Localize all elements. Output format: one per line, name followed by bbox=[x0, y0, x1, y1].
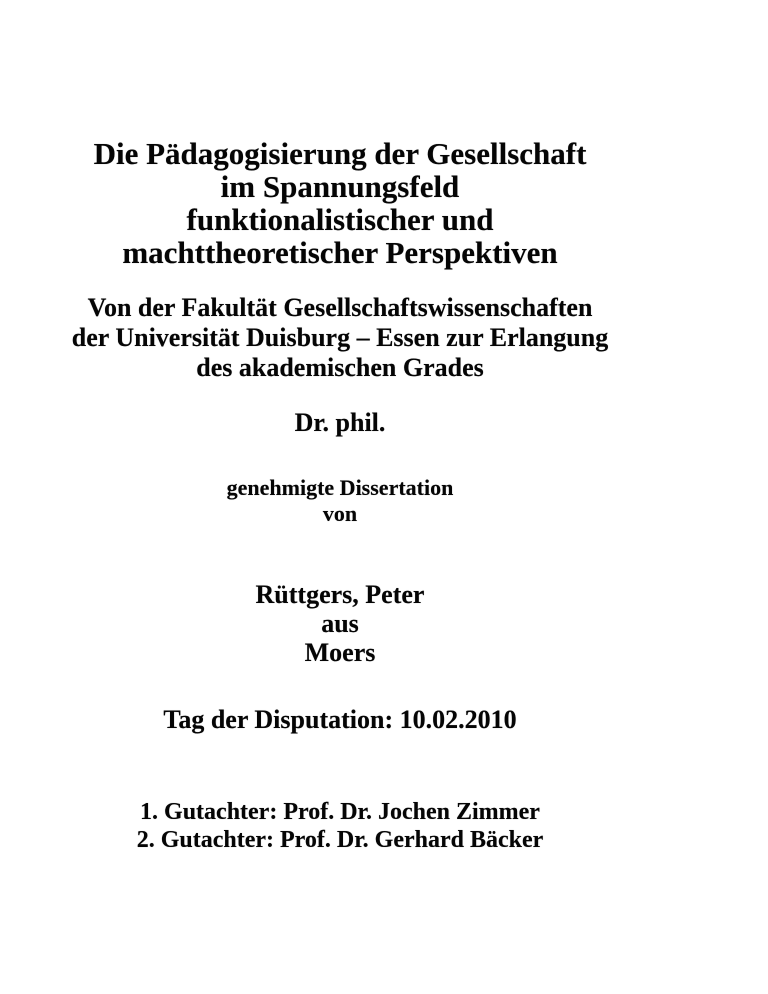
disputation-date bbox=[0, 705, 680, 735]
disputation-line: Tag der Disputation: 10.02.2010 bbox=[163, 705, 517, 734]
faculty-line: Von der Fakultät Gesellschaftswissenschaften bbox=[87, 293, 593, 322]
degree-name bbox=[0, 408, 680, 438]
title-line: machttheoretischer Perspektiven bbox=[122, 235, 558, 270]
author-origin-word: aus bbox=[321, 609, 359, 638]
title-line: Die Pädagogisierung der Gesellschaft bbox=[93, 136, 587, 171]
author-origin-city: Moers bbox=[304, 638, 376, 667]
faculty-line: des akademischen Grades bbox=[196, 353, 484, 382]
dissertation-line: von bbox=[322, 501, 358, 526]
title-line: im Spannungsfeld bbox=[220, 169, 460, 204]
faculty-line: der Universität Duisburg – Essen zur Erlangung bbox=[71, 323, 609, 352]
degree-line: Dr. phil. bbox=[294, 408, 386, 437]
document-title bbox=[0, 137, 680, 269]
author-block bbox=[0, 580, 680, 667]
dissertation-line: genehmigte Dissertation bbox=[226, 475, 454, 500]
author-name: Rüttgers, Peter bbox=[255, 580, 425, 609]
first-reviewer: 1. Gutachter: Prof. Dr. Jochen Zimmer bbox=[140, 799, 540, 825]
faculty-statement bbox=[0, 293, 680, 383]
second-reviewer: 2. Gutachter: Prof. Dr. Gerhard Bäcker bbox=[136, 827, 544, 853]
title-line: funktionalistischer und bbox=[186, 202, 494, 237]
dissertation-statement bbox=[0, 475, 680, 527]
reviewers-block bbox=[0, 798, 680, 854]
